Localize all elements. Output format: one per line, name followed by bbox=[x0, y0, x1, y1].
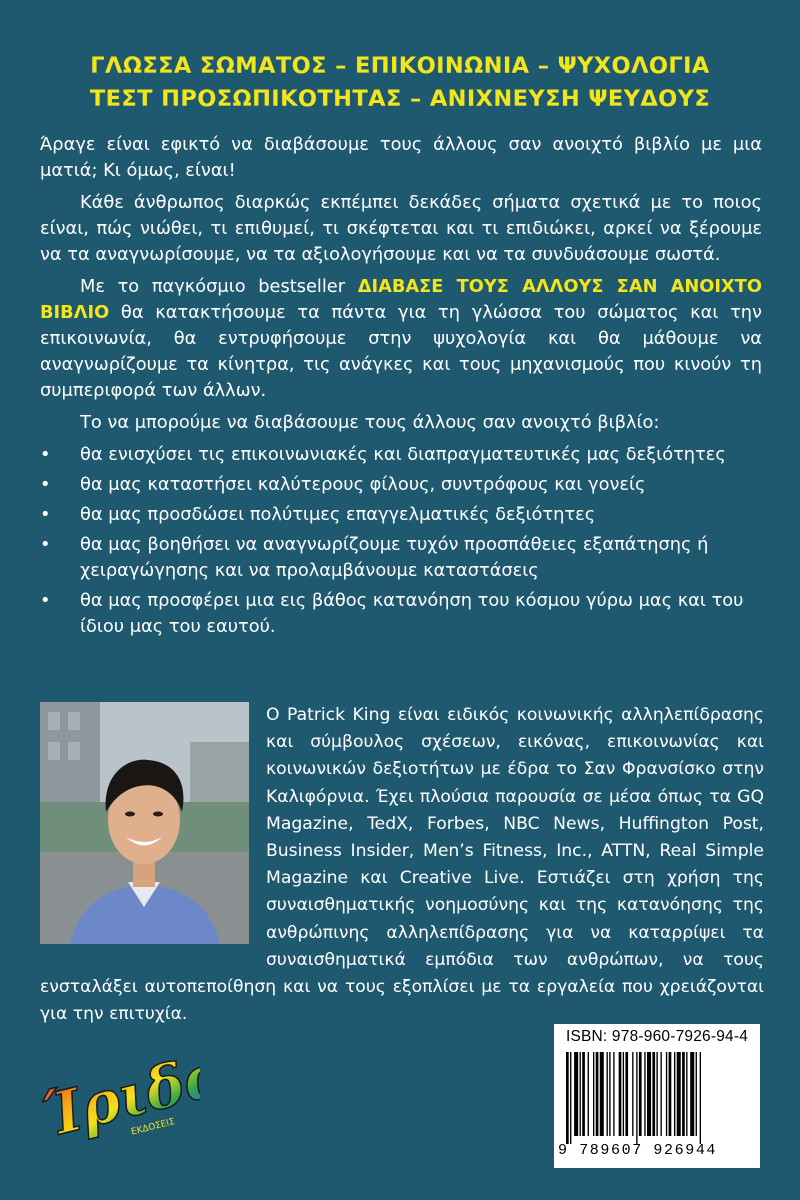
barcode-bar bbox=[609, 1052, 610, 1136]
author-section bbox=[40, 702, 764, 1028]
author-photo bbox=[40, 702, 249, 944]
publisher-logo bbox=[28, 1030, 200, 1170]
barcode-bar bbox=[580, 1052, 581, 1136]
barcode-digits: 9 789607 926944 bbox=[558, 1142, 718, 1159]
barcode-bar bbox=[669, 1052, 672, 1136]
barcode-bar bbox=[652, 1052, 655, 1136]
list-item-text: θα μας προσδώσει πολύτιμες επαγγελματικές δεξιότητες bbox=[80, 504, 596, 525]
barcode-bar bbox=[607, 1052, 608, 1136]
list-item bbox=[40, 588, 762, 640]
barcode-bar bbox=[666, 1052, 667, 1136]
barcode-bar bbox=[647, 1052, 651, 1136]
logo-subtitle: ΕΚΔΟΣΕΙΣ bbox=[130, 1117, 176, 1138]
list-item bbox=[40, 472, 762, 498]
barcode-bar bbox=[570, 1052, 571, 1144]
list-item-text: θα ενισχύσει τις επικοινωνιακές και διαπραγματευτικές μας δεξιότητες bbox=[80, 444, 726, 465]
intro-paragraph-4: Το να μπορούμε να διαβάσουμε τους άλλους σαν ανοιχτό βιβλίο: bbox=[80, 412, 660, 433]
barcode-bar bbox=[588, 1052, 589, 1136]
bullet-icon: • bbox=[40, 444, 51, 465]
barcode-bar bbox=[600, 1052, 604, 1136]
intro-paragraph-2: Κάθε άνθρωπος διαρκώς εκπέμπει δεκάδες σήματα σχετικά με το ποιος είναι, πώς νιώθει, τι επιθυμεί, τι σκέφτεται και τι επιδιώκει, αρκεί να ξέρουμε να τα αναγνωρίσουμε, να τα αξιολογήσουμε και να τα συνδυάσουμε σωστά. bbox=[40, 192, 762, 265]
list-item bbox=[40, 442, 762, 468]
barcode-bar bbox=[574, 1052, 578, 1136]
barcode-bar bbox=[566, 1052, 569, 1144]
barcode-bar bbox=[661, 1052, 662, 1136]
barcode-bar bbox=[596, 1052, 599, 1136]
barcode-bar bbox=[690, 1052, 694, 1136]
barcode-bar bbox=[656, 1052, 657, 1136]
author-portrait-image bbox=[40, 702, 249, 944]
author-bio-text: Ο Patrick King είναι ειδικός κοινωνικής αλληλεπίδρασης και σύμβουλος σχέσεων, εικόνας, επικοινωνίας και κοινωνικών δεξιοτήτων με έδρα το Σαν Φρανσίσκο στην Καλιφόρνια. Έχει πλούσια παρουσία σε μέσα όπως τα GQ Magazine, TedX, Forbes, NBC News, Huffington Post, Business Insider, Men’s Fitness, Inc., ATTN, Real Simple Magazine και Creative Live. Εστιάζει στη χρήση της συναισθηματικής νοημοσύνης και της κατανόησης της ανθρώπινης αλληλεπίδρασης για να καταρρίψει τα συναισθηματικά εμπόδια των ανθρώπων, να τους ενσταλάξει αυτοπεποίθηση και να τους εξοπλίσει με τα εργαλεία που χρειάζονται για την επιτυχία. bbox=[40, 705, 764, 1025]
publisher-logo-graphic bbox=[28, 1030, 200, 1170]
barcode-bar bbox=[686, 1052, 687, 1136]
barcode-bar bbox=[623, 1052, 624, 1136]
intro-paragraph-3 bbox=[40, 274, 762, 404]
cover-header bbox=[40, 50, 760, 116]
list-item-text: θα μας καταστήσει καλύτερους φίλους, συντρόφους και γονείς bbox=[80, 474, 646, 495]
intro-p3-lead: Με το παγκόσμιο bestseller bbox=[80, 276, 358, 297]
barcode-bar bbox=[700, 1052, 701, 1144]
list-item bbox=[40, 502, 762, 528]
list-item-text: θα μας βοηθήσει να αναγνωρίζουμε τυχόν προσπάθειες εξαπάτησης ή χειραγώγησης και να προλαμβάνουμε καταστάσεις bbox=[80, 534, 709, 581]
list-item-text: θα μας προσφέρει μια εις βάθος κατανόηση του κόσμου γύρω μας και του ίδιου μας του εαυτού. bbox=[80, 590, 744, 637]
barcode-bar bbox=[632, 1052, 633, 1136]
barcode-bar bbox=[636, 1052, 637, 1144]
intro-p3-rest: θα κατακτήσουμε τα πάντα για τη γλώσσα του σώματος και την επικοινωνία, θα εντρυφήσουμε στην ψυχολογία και θα μάθουμε να αναγνωρίζουμε τα κίνητρα, τις ανάγκες και τους μηχανισμούς που κινούν τη συμπεριφορά των άλλων. bbox=[40, 302, 762, 401]
bullet-icon: • bbox=[40, 534, 51, 555]
barcode-bar bbox=[682, 1052, 685, 1136]
barcode-bar bbox=[639, 1052, 642, 1136]
barcode-bar bbox=[582, 1052, 585, 1136]
bullet-icon: • bbox=[40, 504, 51, 525]
isbn-text: ISBN: 978-960-7926-94-4 bbox=[565, 1028, 749, 1045]
logo-wordmark: Ίριδα bbox=[35, 1038, 200, 1151]
header-line-2: ΤΕΣΤ ΠΡΟΣΩΠΙΚΟΤΗΤΑΣ – ΑΝΙΧΝΕΥΣΗ ΨΕΥΔΟΥΣ bbox=[89, 86, 711, 112]
intro-paragraph-1: Άραγε είναι εφικτό να διαβάσουμε τους άλλους σαν ανοιχτό βιβλίο με μια ματιά; Κι όμως, είναι! bbox=[40, 134, 762, 181]
header-line-1: ΓΛΩΣΣΑ ΣΩΜΑΤΟΣ – ΕΠΙΚΟΙΝΩΝΙΑ – ΨΥΧΟΛΟΓΙΑ bbox=[90, 53, 710, 79]
barcode-bar bbox=[674, 1052, 675, 1136]
barcode-bar bbox=[593, 1052, 594, 1136]
book-title-highlight: ΔΙΑΒΑΣΕ ΤΟΥΣ ΑΛΛΟΥΣ ΣΑΝ ΑΝΟΙΧΤΟ ΒΙΒΛΙΟ bbox=[40, 276, 762, 323]
barcode-bar bbox=[644, 1052, 645, 1136]
barcode-bar bbox=[619, 1052, 622, 1136]
barcode-label bbox=[554, 1024, 760, 1168]
barcode-bar bbox=[625, 1052, 628, 1136]
bullet-icon: • bbox=[40, 474, 51, 495]
list-item bbox=[40, 532, 762, 584]
barcode-icon bbox=[564, 1052, 750, 1144]
barcode-bar bbox=[677, 1052, 681, 1136]
barcode-bar bbox=[613, 1052, 614, 1136]
bullet-icon: • bbox=[40, 590, 51, 611]
benefits-list bbox=[40, 442, 762, 640]
barcode-bar bbox=[696, 1052, 697, 1136]
blurb bbox=[40, 132, 762, 644]
